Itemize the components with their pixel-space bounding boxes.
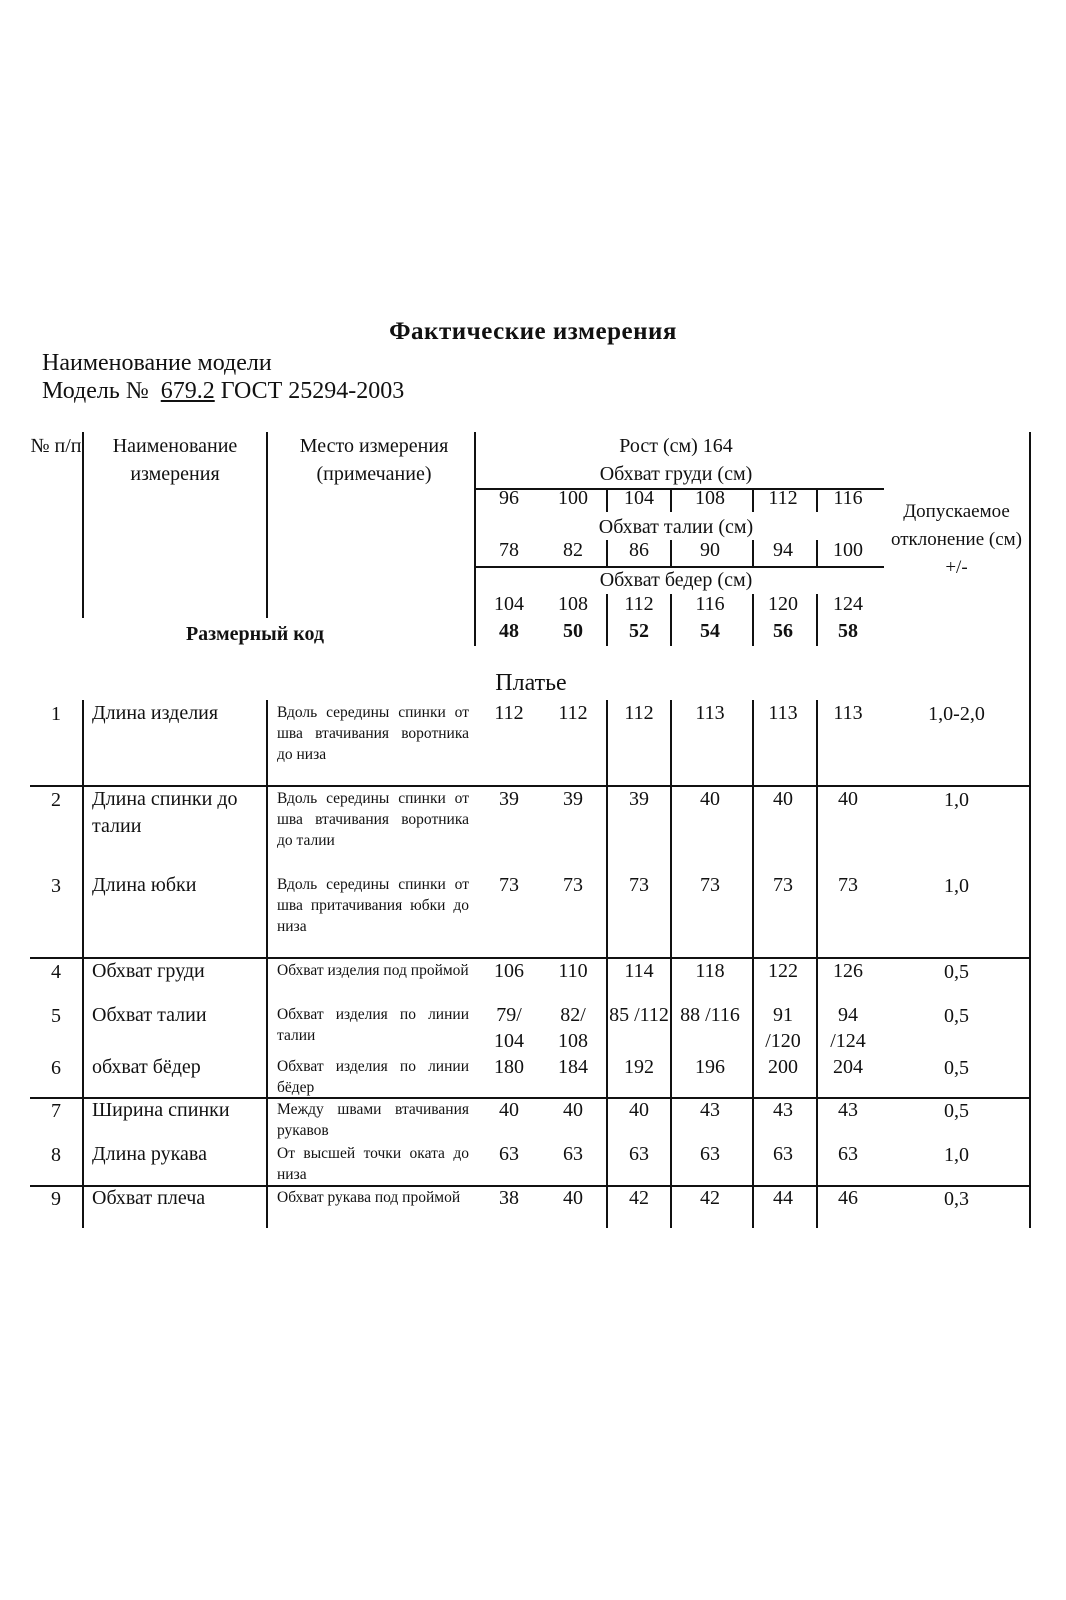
row-value: 112 (494, 702, 524, 724)
grid-line (266, 432, 268, 618)
row-value: 63 (563, 1143, 583, 1165)
row-value: 110 (558, 960, 588, 982)
row-value: 106 (494, 960, 524, 982)
row-name: Длина юбки (92, 874, 197, 896)
tolerance-header: Допускаемое отклонение (см) +/- (891, 501, 1022, 578)
row-place: Вдоль середины спинки от шва втачивания воротника до низа (277, 704, 469, 763)
row-number: 4 (51, 961, 61, 983)
model-gost: ГОСТ 25294-2003 (220, 378, 405, 404)
hips-value: 104 (494, 593, 524, 615)
row-tolerance: 1,0 (944, 1144, 969, 1166)
row-place: Обхват рукава под проймой (277, 1189, 461, 1206)
chest-value: 104 (624, 487, 654, 509)
size-code-label: Размерный код (185, 623, 325, 645)
row-value: 40 (629, 1099, 649, 1121)
row-name: Длина изделия (92, 702, 219, 724)
col-header-name: Наименование измерения (112, 435, 238, 485)
row-name: Длина спинки до талии (92, 788, 238, 837)
row-value: 63 (773, 1143, 793, 1165)
row-name: Длина рукава (92, 1143, 207, 1165)
page-title: Фактические измерения (389, 318, 677, 345)
waist-value: 100 (833, 539, 863, 561)
row-value: 73 (773, 874, 793, 896)
row-value: 180 (494, 1056, 524, 1078)
row-value: 113 (768, 702, 798, 724)
grid-line (82, 432, 84, 618)
waist-label: Обхват талии (см) (598, 516, 754, 538)
row-value: 126 (833, 960, 863, 982)
hips-value: 124 (833, 593, 863, 615)
row-value: 40 (499, 1099, 519, 1121)
hips-label: Обхват бедер (см) (599, 569, 753, 591)
row-value: 118 (695, 960, 725, 982)
row-place: Между швами втачивания рукавов (277, 1101, 469, 1139)
row-value: 39 (499, 788, 519, 810)
chest-value: 112 (768, 487, 798, 509)
height-label: Рост (см) 164 (619, 435, 733, 457)
row-value: 63 (700, 1143, 720, 1165)
row-place: От высшей точки оката до низа (277, 1145, 469, 1183)
row-value: 40 (773, 788, 793, 810)
row-place: Обхват изделия по линии бёдер (277, 1058, 469, 1096)
row-value: 40 (700, 788, 720, 810)
row-value: 46 (838, 1187, 858, 1209)
grid-line (670, 540, 672, 566)
row-tolerance: 0,5 (944, 961, 969, 983)
hips-value: 112 (624, 593, 654, 615)
chest-value: 100 (558, 487, 588, 509)
row-name: Обхват груди (92, 960, 205, 982)
row-value: 112 (624, 702, 654, 724)
row-value: 73 (629, 874, 649, 896)
row-number: 1 (51, 703, 61, 725)
row-value: 42 (629, 1187, 649, 1209)
model-prefix: Модель № (42, 378, 149, 404)
row-value: 192 (624, 1056, 654, 1078)
row-place: Вдоль середины спинки от шва втачивания воротника до талии (277, 790, 469, 849)
section-title: Платье (495, 670, 567, 696)
chest-label: Обхват груди (см) (599, 463, 753, 485)
row-value: 114 (624, 960, 654, 982)
row-value: 43 (700, 1099, 720, 1121)
row-value: 63 (838, 1143, 858, 1165)
row-value: 43 (773, 1099, 793, 1121)
waist-value: 86 (629, 539, 649, 561)
grid-line (1029, 432, 1031, 1228)
row-value: 204 (833, 1056, 863, 1078)
grid-line (670, 594, 672, 646)
row-number: 8 (51, 1144, 61, 1166)
row-value: 122 (768, 960, 798, 982)
size-code-value: 58 (838, 620, 858, 642)
row-name: обхват бёдер (92, 1056, 201, 1078)
row-value: 63 (499, 1143, 519, 1165)
row-value: 91 /120 (765, 1004, 801, 1052)
row-value: 38 (499, 1187, 519, 1209)
row-tolerance: 0,5 (944, 1005, 969, 1027)
row-value: 73 (700, 874, 720, 896)
row-value: 94 /124 (830, 1004, 866, 1052)
row-place: Обхват изделия под проймой (277, 962, 469, 979)
row-value: 113 (695, 702, 725, 724)
row-value: 88 /116 (680, 1004, 740, 1026)
row-value: 39 (563, 788, 583, 810)
chest-value: 108 (695, 487, 725, 509)
size-code-value: 50 (563, 620, 583, 642)
size-code-value: 56 (773, 620, 793, 642)
row-value: 73 (499, 874, 519, 896)
row-value: 42 (700, 1187, 720, 1209)
row-value: 40 (838, 788, 858, 810)
row-number: 2 (51, 789, 61, 811)
row-value: 44 (773, 1187, 793, 1209)
row-value: 184 (558, 1056, 588, 1078)
hips-value: 116 (695, 593, 725, 615)
row-value: 82/ 108 (558, 1004, 588, 1052)
row-value: 39 (629, 788, 649, 810)
col-header-number: № п/п (30, 435, 82, 457)
row-value: 73 (838, 874, 858, 896)
waist-value: 82 (563, 539, 583, 561)
model-number-line (42, 378, 404, 405)
grid-line (670, 488, 672, 512)
grid-line (670, 700, 672, 1228)
size-code-value: 54 (700, 620, 720, 642)
row-value: 40 (563, 1187, 583, 1209)
chest-value: 116 (833, 487, 863, 509)
size-code-value: 52 (629, 620, 649, 642)
row-tolerance: 1,0 (944, 875, 969, 897)
model-name-label: Наименование модели (42, 350, 272, 376)
col-header-place: Место измерения (примечание) (299, 435, 449, 485)
row-value: 40 (563, 1099, 583, 1121)
row-tolerance: 0,3 (944, 1188, 969, 1210)
row-value: 85 /112 (609, 1004, 669, 1026)
row-number: 7 (51, 1100, 61, 1122)
row-place: Обхват изделия по линии талии (277, 1006, 469, 1044)
waist-value: 94 (773, 539, 793, 561)
row-value: 112 (558, 702, 588, 724)
row-tolerance: 0,5 (944, 1057, 969, 1079)
row-name: Обхват талии (92, 1004, 207, 1026)
row-number: 9 (51, 1188, 61, 1210)
waist-value: 78 (499, 539, 519, 561)
row-name: Обхват плеча (92, 1187, 206, 1209)
row-value: 113 (833, 702, 863, 724)
grid-line (606, 540, 608, 566)
size-code-value: 48 (499, 620, 519, 642)
row-tolerance: 1,0 (944, 789, 969, 811)
row-number: 3 (51, 875, 61, 897)
model-number: 679.2 (160, 378, 215, 404)
row-place: Вдоль середины спинки от шва притачивания юбки до низа (277, 876, 469, 935)
row-value: 73 (563, 874, 583, 896)
grid-line (606, 488, 608, 512)
row-tolerance: 0,5 (944, 1100, 969, 1122)
chest-value: 96 (499, 487, 519, 509)
row-value: 79/ 104 (494, 1004, 524, 1052)
row-value: 200 (768, 1056, 798, 1078)
grid-line (82, 700, 84, 1228)
row-value: 63 (629, 1143, 649, 1165)
row-tolerance: 1,0-2,0 (928, 703, 985, 725)
waist-value: 90 (700, 539, 720, 561)
row-name: Ширина спинки (92, 1099, 230, 1121)
row-number: 5 (51, 1005, 61, 1027)
row-value: 43 (838, 1099, 858, 1121)
hips-value: 108 (558, 593, 588, 615)
row-number: 6 (51, 1057, 61, 1079)
grid-line (606, 700, 608, 1228)
hips-value: 120 (768, 593, 798, 615)
grid-line (606, 594, 608, 646)
row-value: 196 (695, 1056, 725, 1078)
